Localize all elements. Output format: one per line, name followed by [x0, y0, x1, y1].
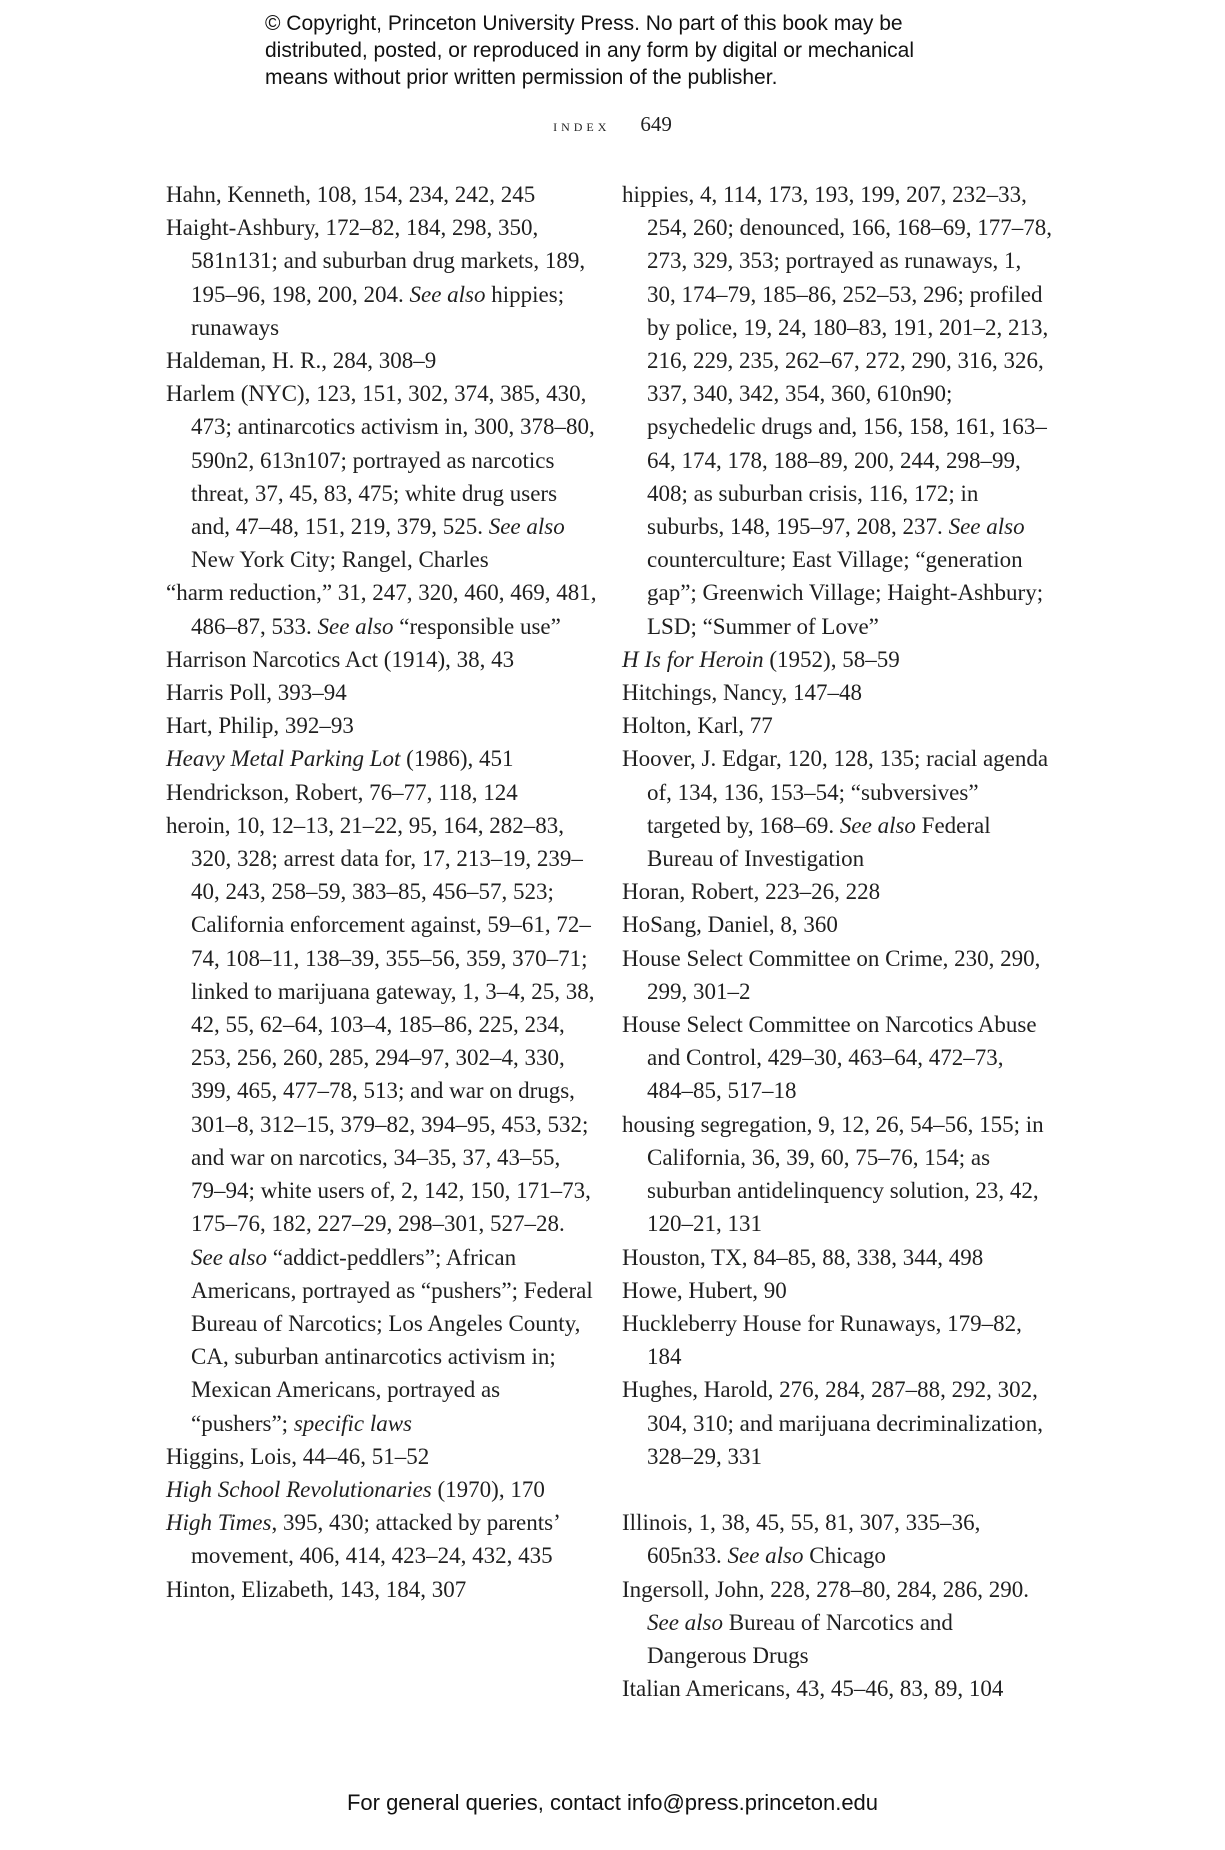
index-entry [166, 809, 598, 1440]
copyright-notice: © Copyright, Princeton University Press. No part of this book may be distributed, posted, or reproduced in any form by digital or mechanical means without prior written permission of the publisher. [265, 12, 915, 89]
index-entry-text: Hinton, Elizabeth, 143, 184, 307 [166, 1576, 467, 1602]
index-entry-text: Harrison Narcotics Act (1914), 38, 43 [166, 646, 515, 672]
index-entry [622, 875, 1054, 908]
index-entry [166, 1473, 598, 1506]
index-entry [622, 742, 1054, 875]
index-entry-text: (1952), 58–59 [763, 646, 900, 672]
index-entry-text: , 395, 430; attacked by parents’ movement, 406, 414, 423–24, 432, 435 [191, 1510, 560, 1569]
index-entry [622, 1108, 1054, 1241]
index-entry-text: Haight-Ashbury, 172–82, 184, 298, 350, 581n131; and suburban drug markets, 189, 195–96, 198, 200, 204. [166, 215, 586, 307]
index-entry-text: Houston, TX, 84–85, 88, 338, 344, 498 [622, 1244, 984, 1270]
index-entry-italic: See also [948, 514, 1025, 540]
page-number: 649 [640, 112, 672, 136]
index-entry-italic: High School Revolutionaries [166, 1476, 432, 1502]
index-entry [622, 1506, 1054, 1572]
index-entry-italic: See also [727, 1543, 804, 1569]
index-entry-text: Higgins, Lois, 44–46, 51–52 [166, 1443, 430, 1469]
index-entry-text: “harm reduction,” 31, 247, 320, 460, 469, 481, 486–87, 533. [166, 580, 597, 639]
index-entry-italic: H Is for Heroin [622, 646, 764, 672]
index-entry [166, 576, 598, 642]
index-entry-italic: See also [647, 1609, 724, 1635]
index-entry [166, 709, 598, 742]
index-entry-text: (1970), 170 [431, 1476, 545, 1502]
index-entry [622, 676, 1054, 709]
index-entry [622, 1008, 1054, 1108]
index-entry [622, 1274, 1054, 1307]
index-entry [166, 1573, 598, 1606]
index-entry-text: Horan, Robert, 223–26, 228 [622, 879, 881, 905]
index-entry-text: Hart, Philip, 392–93 [166, 713, 354, 739]
index-entry [622, 1373, 1054, 1473]
index-entry [622, 709, 1054, 742]
index-entry [622, 942, 1054, 1008]
index-entry [622, 908, 1054, 941]
footer-contact: For general queries, contact info@press.princeton.edu [346, 1790, 879, 1815]
index-entry-text: Bureau of Narcotics and Dangerous Drugs [647, 1609, 953, 1668]
index-entry-text: “responsible use” [393, 613, 561, 639]
index-entry-text: Howe, Hubert, 90 [622, 1277, 787, 1303]
index-column-left [166, 178, 598, 1606]
section-label: index [553, 116, 611, 135]
index-entry [622, 643, 1054, 676]
index-entry-text: counterculture; East Village; “generation gap”; Greenwich Village; Haight-Ashbury; LSD; “Summer of Love” [647, 547, 1044, 639]
index-entry-text: (1986), 451 [400, 746, 514, 772]
index-entry-text: Hendrickson, Robert, 76–77, 118, 124 [166, 779, 518, 805]
index-entry-text: “addict-peddlers”; African Americans, portrayed as “pushers”; Federal Bureau of Narcotics; Los Angeles County, CA, suburban antinarcotics activism in; Mexican Americans, portrayed as “pushers”; [191, 1244, 593, 1436]
index-entry-text: Hahn, Kenneth, 108, 154, 234, 242, 245 [166, 182, 536, 207]
index-entry [166, 178, 598, 211]
index-entry [166, 377, 598, 576]
index-entry-text: Federal Bureau of Investigation [647, 812, 991, 872]
index-entry [166, 742, 598, 775]
index-entry-text: HoSang, Daniel, 8, 360 [622, 912, 838, 938]
index-entry-text: Harlem (NYC), 123, 151, 302, 374, 385, 430, 473; antinarcotics activism in, 300, 378–80, 590n2, 613n107; portrayed as narcotics threat, 37, 45, 83, 475; white drug users and, 47–48, 151, 219, 379, 525. [166, 381, 595, 540]
index-entry [166, 1440, 598, 1473]
index-entry-text: New York City; Rangel, Charles [191, 547, 489, 573]
index-entry-text: House Select Committee on Crime, 230, 290, 299, 301–2 [622, 945, 1041, 1004]
index-entry [622, 1241, 1054, 1274]
index-entry-italic: specific laws [293, 1410, 413, 1436]
index-entry-text: housing segregation, 9, 12, 26, 54–56, 155; in California, 36, 39, 60, 75–76, 154; as suburban antidelinquency solution, 23, 42, 120–21, 131 [622, 1111, 1044, 1237]
index-entry-text: Illinois, 1, 38, 45, 55, 81, 307, 335–36, 605n33. [622, 1510, 981, 1569]
index-entry [166, 1506, 598, 1572]
index-entry-text: Haldeman, H. R., 284, 308–9 [166, 348, 437, 374]
index-entry [166, 211, 598, 344]
index-entry-italic: See also [839, 812, 916, 838]
index-entry-text: Italian Americans, 43, 45–46, 83, 89, 104 [622, 1676, 1004, 1702]
index-entry [166, 776, 598, 809]
index-entry-text: Huckleberry House for Runaways, 179–82, 184 [622, 1310, 1022, 1370]
index-entry-text: Hoover, J. Edgar, 120, 128, 135; racial agenda of, 134, 136, 153–54; “subversives” targeted by, 168–69. [622, 746, 1049, 838]
index-column-right [622, 178, 1054, 1705]
index-entry-italic: Heavy Metal Parking Lot [166, 746, 401, 772]
index-entry-text: Holton, Karl, 77 [622, 713, 773, 739]
index-entry-text: Hitchings, Nancy, 147–48 [622, 680, 862, 706]
index-entry [622, 1672, 1054, 1705]
index-entry-italic: See also [191, 1244, 268, 1270]
index-entry-italic: High Times [166, 1510, 272, 1536]
index-entry-text: Harris Poll, 393–94 [166, 680, 347, 706]
running-head [0, 112, 1225, 137]
index-entry [622, 178, 1054, 643]
index-entry-text: heroin, 10, 12–13, 21–22, 95, 164, 282–83, 320, 328; arrest data for, 17, 213–19, 239–40, 243, 258–59, 383–85, 456–57, 523; California enforcement against, 59–61, 72–74, 108–11, 138–39, 355–56, 359, 370–71; linked to marijuana gateway, 1, 3–4, 25, 38, 42, 55, 62–64, 103–4, 185–86, 225, 234, 253, 256, 260, 285, 294–97, 302–4, 330, 399, 465, 477–78, 513; and war on drugs, 301–8, 312–15, 379–82, 394–95, 453, 532; and war on narcotics, 34–35, 37, 43–55, 79–94; white users of, 2, 142, 150, 171–73, 175–76, 182, 227–29, 298–301, 527–28. [166, 812, 595, 1237]
index-entry-italic: See also [488, 514, 565, 540]
index-entry [166, 344, 598, 377]
index-entry-text: hippies; runaways [191, 281, 565, 340]
index-entry-text: Ingersoll, John, 228, 278–80, 284, 286, 290. [622, 1576, 1029, 1602]
index-entry-text: hippies, 4, 114, 173, 193, 199, 207, 232–33, 254, 260; denounced, 166, 168–69, 177–78, 273, 329, 353; portrayed as runaways, 1, 30, 174–79, 185–86, 252–53, 296; profiled by police, 19, 24, 180–83, 191, 201–2, 213, 216, 229, 235, 262–67, 272, 290, 316, 326, 337, 340, 342, 354, 360, 610n90; psychedelic drugs and, 156, 158, 161, 163–64, 174, 178, 188–89, 200, 244, 298–99, 408; as suburban crisis, 116, 172; in suburbs, 148, 195–97, 208, 237. [622, 182, 1053, 540]
index-entry [622, 1307, 1054, 1373]
letter-group-spacer [622, 1473, 1054, 1506]
index-entry-text: Chicago [803, 1543, 886, 1569]
index-entry [166, 676, 598, 709]
index-entry [622, 1573, 1054, 1673]
index-entry-italic: See also [409, 281, 486, 307]
index-entry-italic: See also [317, 613, 394, 639]
index-entry-text: Hughes, Harold, 276, 284, 287–88, 292, 302, 304, 310; and marijuana decriminalization, 328–29, 331 [622, 1377, 1043, 1469]
index-entry [166, 643, 598, 676]
index-entry-text: House Select Committee on Narcotics Abuse and Control, 429–30, 463–64, 472–73, 484–85, 517–18 [622, 1012, 1037, 1104]
